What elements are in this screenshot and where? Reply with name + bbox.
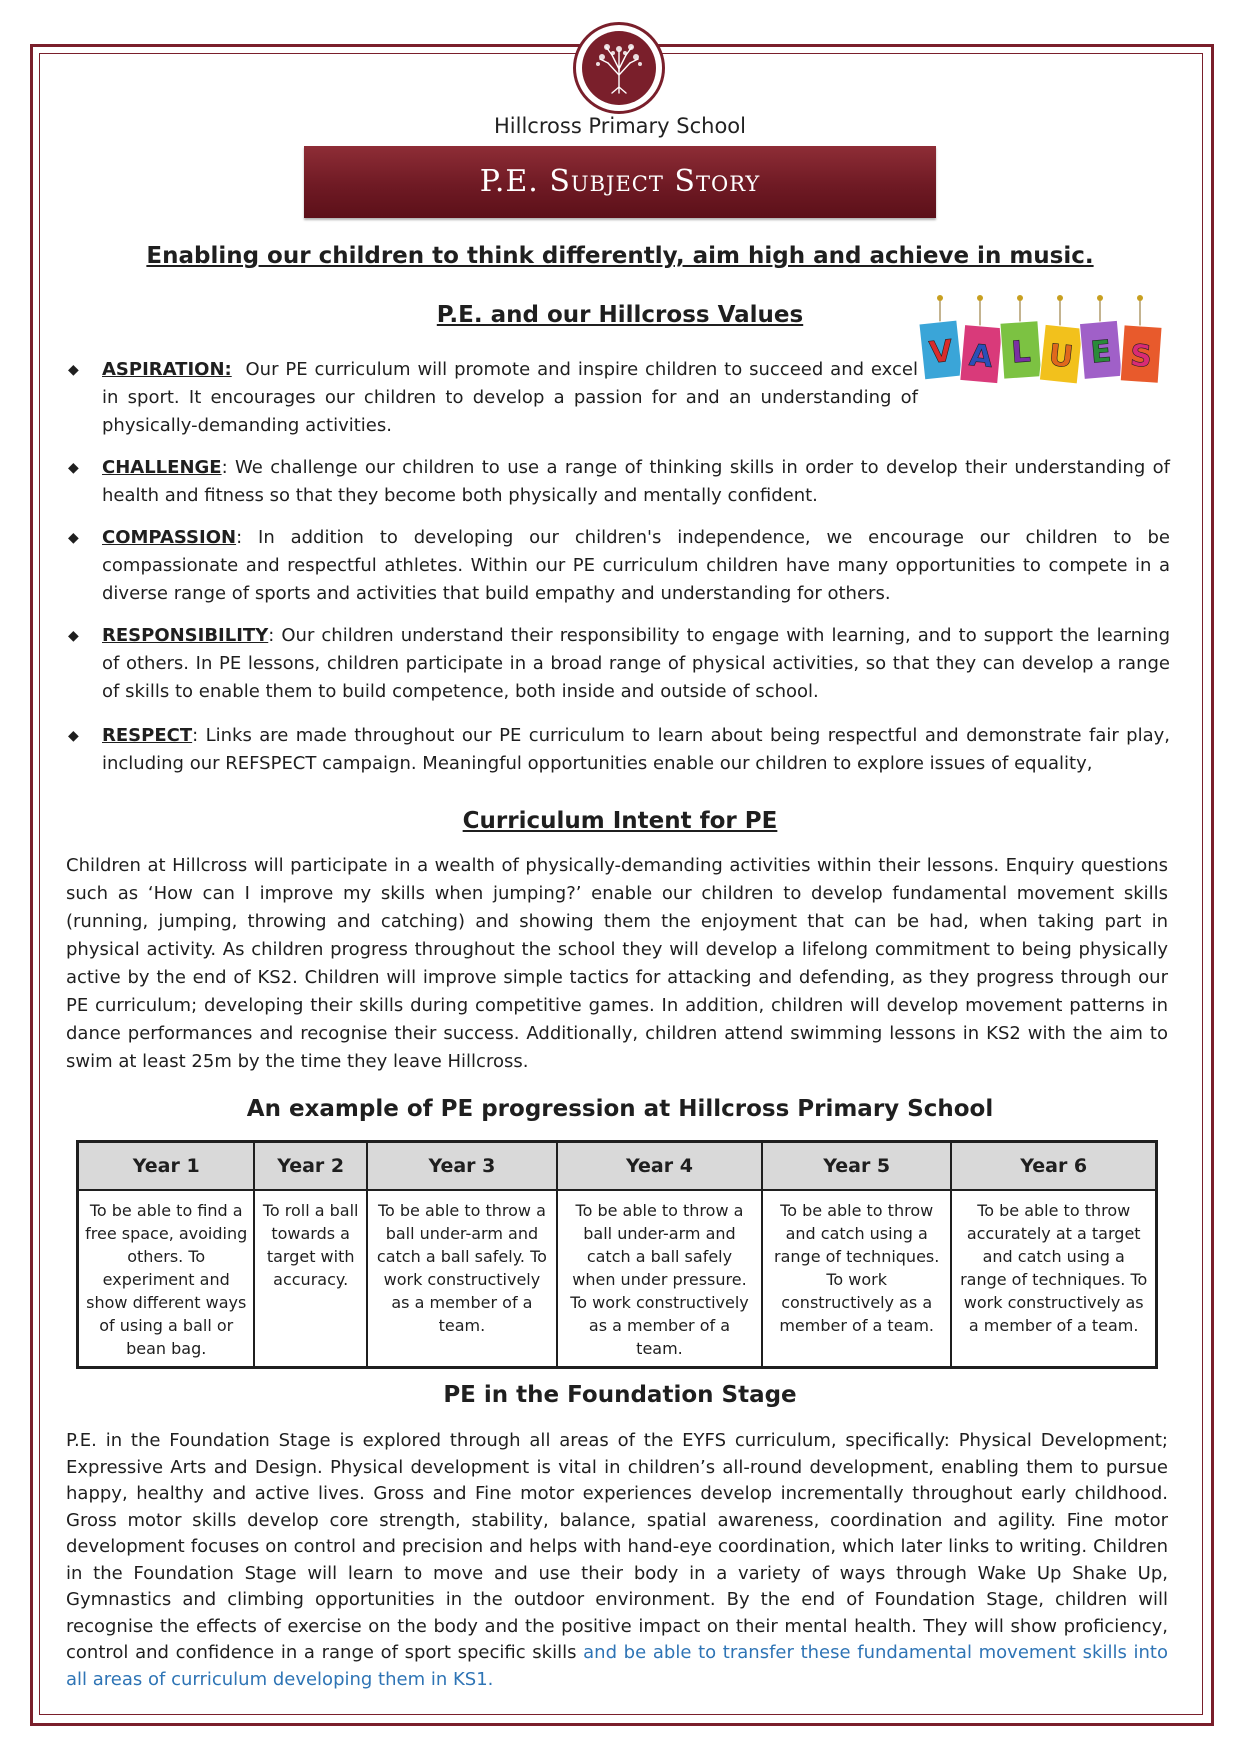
svg-text:L: L bbox=[1010, 334, 1032, 371]
values-letter-card bbox=[919, 320, 963, 380]
value-text: : Our children understand their responsibility to engage with learning, and to support the learning of others. In PE lessons, children participate in a broad range of physical activities, so that they can develop a range of skills to enable them to build competence, both inside and outside of school. bbox=[102, 625, 1170, 702]
progression-heading: An example of PE progression at Hillcross Primary School bbox=[246, 1096, 994, 1122]
values-letter-card bbox=[1120, 325, 1162, 384]
value-label: ASPIRATION: bbox=[102, 359, 232, 380]
table-cell: To be able to throw a ball under-arm and catch a ball safely when under pressure. To work constructively as a member of a team. bbox=[557, 1190, 762, 1368]
table-cell: To be able to throw accurately at a target and catch using a range of techniques. To work constructively as a member of a team. bbox=[951, 1190, 1156, 1368]
column-header: Year 1 bbox=[78, 1142, 255, 1191]
svg-text:E: E bbox=[1089, 334, 1113, 371]
foundation-paragraph bbox=[66, 1428, 1168, 1693]
value-label: RESPECT bbox=[102, 725, 193, 746]
column-header: Year 5 bbox=[762, 1142, 951, 1191]
column-header: Year 4 bbox=[557, 1142, 762, 1191]
value-text: : We challenge our children to use a range of thinking skills in order to develop their understanding of health and fitness so that they become both physically and mentally confident. bbox=[102, 457, 1170, 506]
bullet-diamond-icon: ◆ bbox=[68, 628, 79, 644]
values-heading: P.E. and our Hillcross Values bbox=[436, 302, 804, 328]
svg-text:V: V bbox=[927, 333, 955, 372]
value-label: CHALLENGE bbox=[102, 457, 222, 478]
value-text: : Links are made throughout our PE curriculum to learn about being respectful and demonstrate fair play, including our REFSPECT campaign. Meaningful opportunities enable our children to explore issues of equality, bbox=[102, 725, 1170, 774]
values-letter-card bbox=[960, 325, 1003, 384]
column-header: Year 3 bbox=[367, 1142, 557, 1191]
bullet-diamond-icon: ◆ bbox=[68, 362, 79, 378]
value-text: : In addition to developing our children's independence, we encourage our children to be compassionate and respectful athletes. Within our PE curriculum children have many opportunities to compete in a diverse range of sports and activities that build empathy and understanding for others. bbox=[102, 527, 1170, 604]
column-header: Year 2 bbox=[254, 1142, 366, 1191]
progression-table bbox=[76, 1140, 1158, 1369]
value-label: COMPASSION bbox=[102, 527, 237, 548]
bullet-diamond-icon: ◆ bbox=[68, 728, 79, 744]
table-cell: To be able to throw a ball under-arm and catch a ball safely. To work constructively as a member of a team. bbox=[367, 1190, 557, 1368]
values-illustration bbox=[914, 292, 1166, 392]
banner-title: P.E. Subject Story bbox=[479, 164, 761, 199]
foundation-heading: PE in the Foundation Stage bbox=[443, 1382, 797, 1408]
values-letters-graphic bbox=[914, 292, 1166, 392]
value-text: Our PE curriculum will promote and inspire children to succeed and excel in sport. It encourages our children to develop a passion for and an understanding of physically-demanding activities. bbox=[102, 359, 918, 436]
values-letter-card bbox=[1039, 324, 1083, 384]
table-row bbox=[78, 1190, 1157, 1368]
table-cell: To be able to find a free space, avoiding others. To experiment and show different ways of using a ball or bean bag. bbox=[78, 1190, 255, 1368]
values-letter-card bbox=[1000, 321, 1042, 380]
intent-heading: Curriculum Intent for PE bbox=[462, 808, 778, 834]
table-cell: To roll a ball towards a target with accuracy. bbox=[254, 1190, 366, 1368]
column-header: Year 6 bbox=[951, 1142, 1156, 1191]
svg-text:A: A bbox=[967, 338, 995, 376]
foundation-text: P.E. in the Foundation Stage is explored through all areas of the EYFS curriculum, specifically: Physical Development; Expressive Arts and Design. Physical development is vital in children’s all-round development, enabling them to pursue happy, healthy and active lives. Gross and Fine motor experiences develop incrementally throughout early childhood. Gross motor skills develop core strength, stability, balance, spatial awareness, coordination and agility. Fine motor development focuses on control and precision and helps with hand-eye coordination, which later links to writing. Children in the Foundation Stage will learn to move and use their body in a variety of ways through Wake Up Shake Up, Gymnastics and climbing opportunities in the outdoor environment. By the end of Foundation Stage, children will recognise the effects of exercise on the body and the positive impact on their mental health. They will show proficiency, control and confidence in a range of sport specific skills bbox=[66, 1430, 1168, 1663]
intent-paragraph: Children at Hillcross will participate in a wealth of physically-demanding activities within their lessons. Enquiry questions such as ‘How can I improve my skills when jumping?’ enable our children to develop fundamental movement skills (running, jumping, throwing and catching) and showing them the enjoyment that can be had, when taking part in physical activity. As children progress throughout the school they will develop a lifelong commitment to being physically active by the end of KS2. Children will improve simple tactics for attacking and defending, as they progress through our PE curriculum; developing their skills during competitive games. In addition, children will develop movement patterns in dance performances and recognise their success. Additionally, children attend swimming lessons in KS2 with the aim to swim at least 25m by the time they leave Hillcross. bbox=[66, 855, 1168, 1072]
school-logo bbox=[573, 22, 665, 114]
svg-text:S: S bbox=[1128, 338, 1153, 375]
motto-heading: Enabling our children to think differently, aim high and achieve in music. bbox=[146, 243, 1094, 269]
table-header-row bbox=[78, 1142, 1157, 1191]
svg-text:U: U bbox=[1046, 337, 1075, 376]
title-banner bbox=[304, 146, 936, 218]
table-cell: To be able to throw and catch using a range of techniques. To work constructively as a member of a team. bbox=[762, 1190, 951, 1368]
bullet-diamond-icon: ◆ bbox=[68, 530, 79, 546]
tree-icon bbox=[582, 31, 656, 105]
value-label: RESPONSIBILITY bbox=[102, 625, 269, 646]
values-letter-card bbox=[1079, 320, 1122, 379]
foundation-text-highlight: and be able to transfer these fundamental movement skills into all areas of curriculum developing them in KS1. bbox=[66, 1642, 1168, 1690]
bullet-diamond-icon: ◆ bbox=[68, 460, 79, 476]
school-name: Hillcross Primary School bbox=[494, 114, 746, 138]
